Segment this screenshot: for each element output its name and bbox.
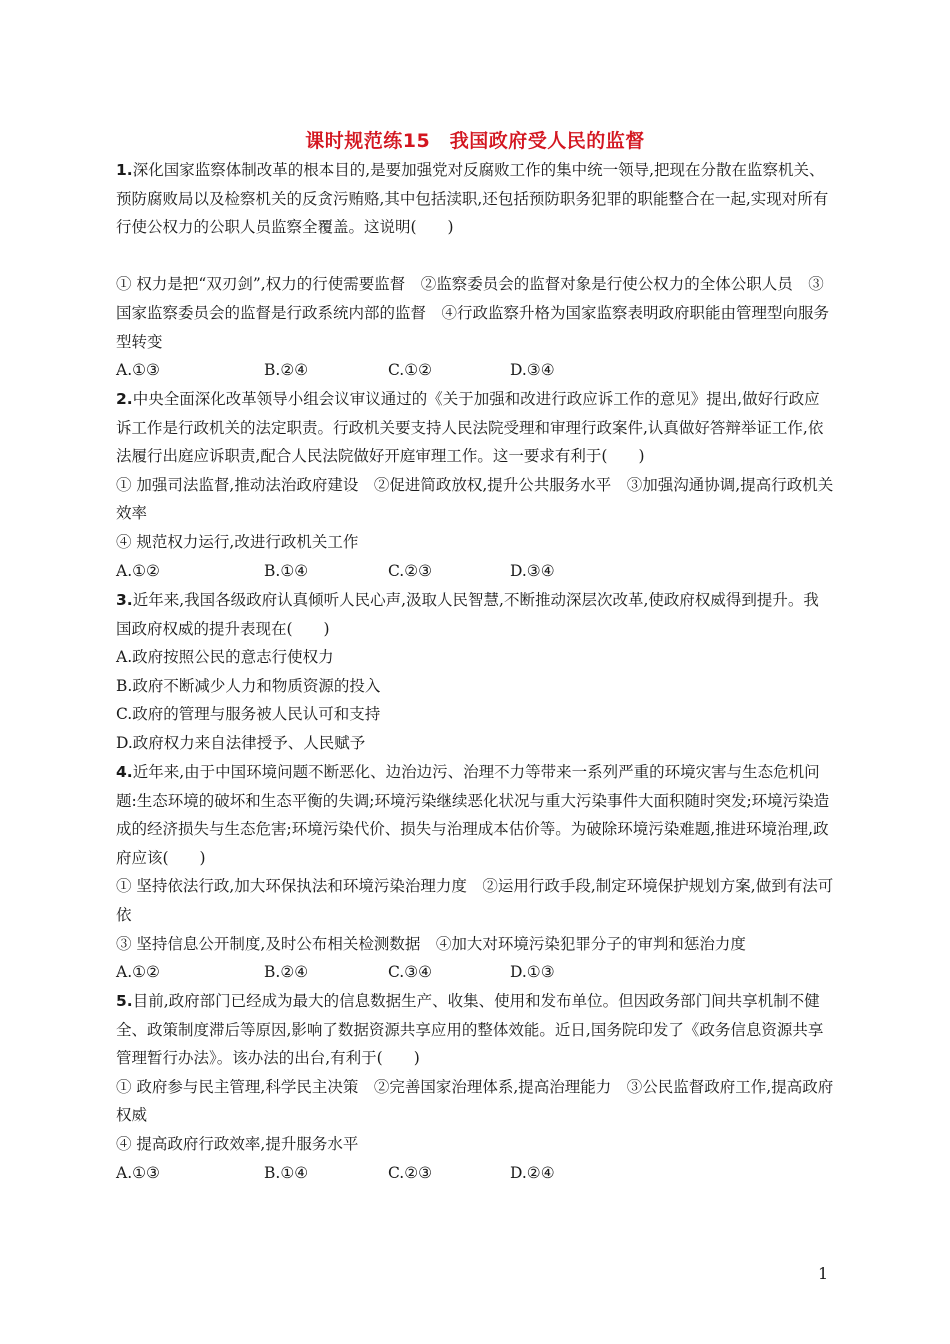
question-5	[116, 987, 834, 1187]
question-stem	[116, 758, 834, 872]
option-c: C.①②	[388, 361, 433, 380]
option-b: B.①④	[264, 561, 309, 580]
option-a: A.①③	[116, 1163, 160, 1182]
question-number: 2.	[116, 390, 133, 408]
statement-list: ④ 规范权力运行,改进行政机关工作	[116, 532, 359, 551]
answer-options	[116, 1159, 834, 1188]
option-a: A.①②	[116, 963, 160, 982]
question-text: 中央全面深化改革领导小组会议审议通过的《关于加强和改进行政应诉工作的意见》提出,做好行政应诉工作是行政机关的法定职责。行政机关要支持人民法院受理和审理行政案件,认真做好答辩举证工作,依法履行出庭应诉职责,配合人民法院做好开庭审理工作。这一要求有利于( )	[116, 390, 824, 466]
option-c: C.政府的管理与服务被人民认可和支持	[116, 705, 381, 724]
option-d: D.①③	[510, 963, 555, 982]
question-3	[116, 586, 834, 758]
question-text: 目前,政府部门已经成为最大的信息数据生产、收集、使用和发布单位。但因政务部门间共享机制不健全、政策制度滞后等原因,影响了数据资源共享应用的整体效能。近日,国务院印发了《政务信息资源共享管理暂行办法》。该办法的出台,有利于( )	[116, 992, 824, 1068]
question-4	[116, 758, 834, 987]
option-c: C.②③	[388, 561, 433, 580]
option-c: C.③④	[388, 963, 433, 982]
option-d: D.政府权力来自法律授予、人民赋予	[116, 733, 366, 752]
option-b: B.①④	[264, 1163, 309, 1182]
statement-list: ① 加强司法监督,推动法治政府建设 ②促进简政放权,提升公共服务水平 ③加强沟通协调,提高行政机关效率	[116, 475, 834, 523]
option-d: D.②④	[510, 1163, 555, 1182]
answer-options	[116, 557, 834, 586]
question-stem	[116, 385, 834, 471]
question-number: 1.	[116, 161, 133, 179]
option-b: B.政府不断减少人力和物质资源的投入	[116, 676, 381, 695]
answer-options	[116, 958, 834, 987]
option-b: B.②④	[264, 963, 309, 982]
page-number: 1	[818, 1264, 829, 1283]
option-b: B.②④	[264, 361, 309, 380]
question-text: 近年来,我国各级政府认真倾听人民心声,汲取人民智慧,不断推动深层次改革,使政府权威得到提升。我国政府权威的提升表现在( )	[116, 591, 819, 638]
statement-list: ① 政府参与民主管理,科学民主决策 ②完善国家治理体系,提高治理能力 ③公民监督政府工作,提高政府权威	[116, 1077, 834, 1125]
question-stem	[116, 586, 834, 643]
option-d: D.③④	[510, 561, 555, 580]
statement-list: ① 权力是把“双刃剑”,权力的行使需要监督 ②监察委员会的监督对象是行使公权力的全体公职人员 ③国家监察委员会的监督是行政系统内部的监督 ④行政监察升格为国家监察表明政府职能由管理型向服务型转变	[116, 275, 830, 351]
question-number: 3.	[116, 591, 133, 609]
option-d: D.③④	[510, 361, 555, 380]
option-c: C.②③	[388, 1163, 433, 1182]
question-number: 4.	[116, 763, 133, 781]
option-a: A.①②	[116, 561, 160, 580]
option-a: A.①③	[116, 361, 160, 380]
question-1	[116, 156, 834, 385]
question-stem	[116, 987, 834, 1073]
page-title: 课时规范练15 我国政府受人民的监督	[305, 130, 645, 152]
question-stem	[116, 156, 834, 242]
answer-options	[116, 356, 834, 385]
spacer	[116, 242, 834, 271]
question-text: 深化国家监察体制改革的根本目的,是要加强党对反腐败工作的集中统一领导,把现在分散在监察机关、预防腐败局以及检察机关的反贪污贿赂,其中包括渎职,还包括预防职务犯罪的职能整合在一起,实现对所有行使公权力的公职人员监察全覆盖。这说明( )	[116, 161, 829, 237]
question-number: 5.	[116, 992, 133, 1010]
question-text: 近年来,由于中国环境问题不断恶化、边治边污、治理不力等带来一系列严重的环境灾害与生态危机问题:生态环境的破坏和生态平衡的失调;环境污染继续恶化状况与重大污染事件大面积随时突发;环境污染造成的经济损失与生态危害;环境污染代价、损失与治理成本估价等。为破除环境污染难题,推进环境治理,政府应该( )	[116, 763, 830, 867]
option-a: A.政府按照公民的意志行使权力	[116, 648, 334, 667]
statement-list: ③ 坚持信息公开制度,及时公布相关检测数据 ④加大对环境污染犯罪分子的审判和惩治力度	[116, 934, 746, 953]
statement-list: ① 坚持依法行政,加大环保执法和环境污染治理力度 ②运用行政手段,制定环境保护规划方案,做到有法可依	[116, 877, 834, 924]
statement-list: ④ 提高政府行政效率,提升服务水平	[116, 1134, 359, 1153]
question-2	[116, 385, 834, 585]
